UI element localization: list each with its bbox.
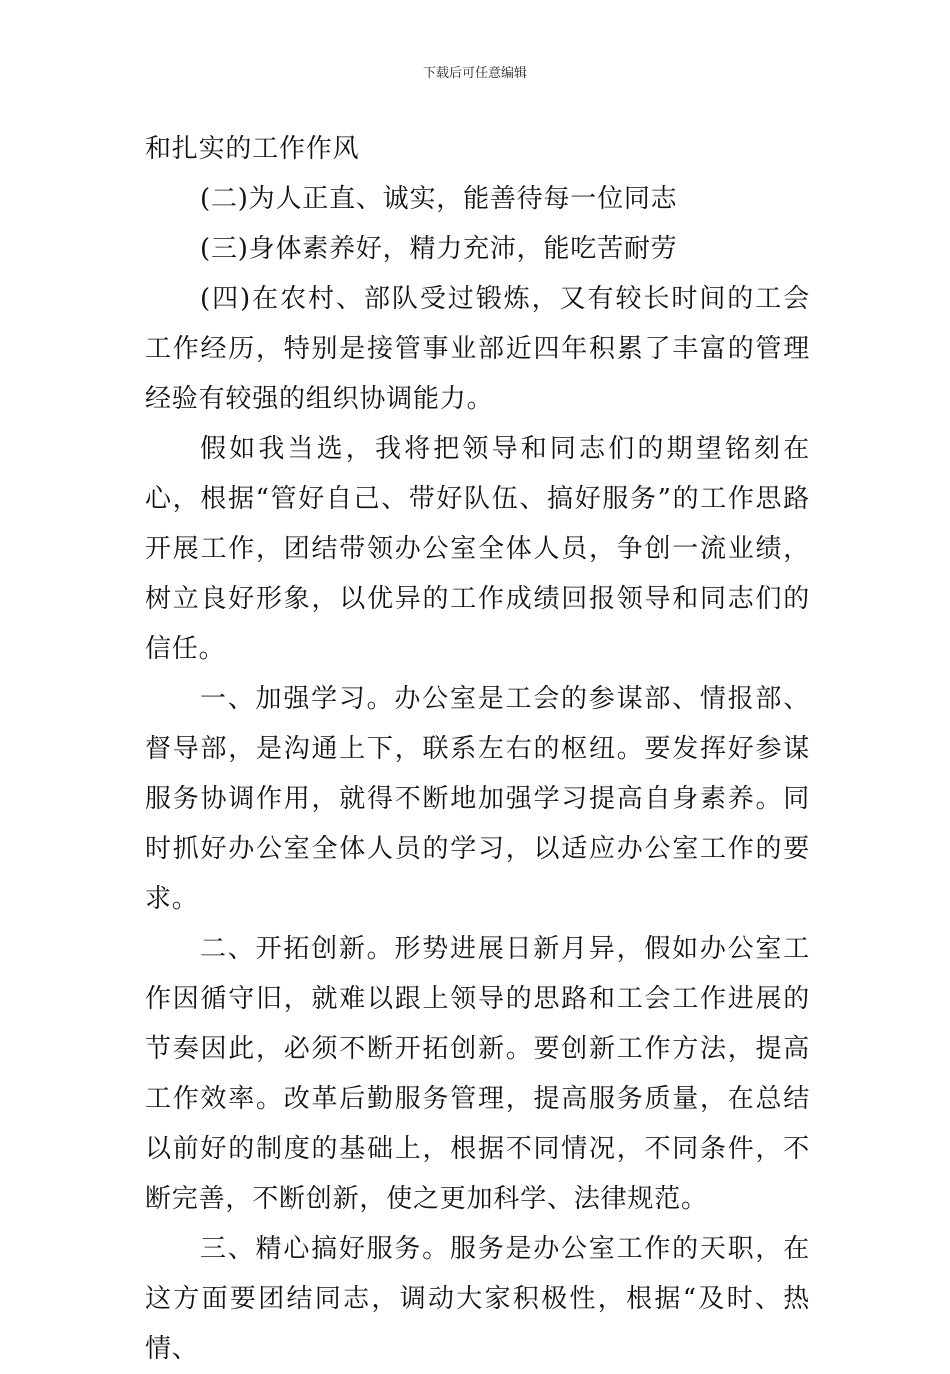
paragraph-3: (三)身体素养好，精力充沛，能吃苦耐劳 <box>200 234 678 264</box>
paragraph-4: (四)在农村、部队受过锻炼，又有较长时间的工会工作经历，特别是接管事业部近四年积累了丰富的管理经验有较强的组织协调能力。 <box>145 284 810 414</box>
paragraph-7: 二、开拓创新。形势进展日新月异，假如办公室工作因循守旧，就难以跟上领导的思路和工会工作进展的节奏因此，必须不断开拓创新。要创新工作方法，提高工作效率。改革后勤服务管理，提高服务质量，在总结以前好的制度的基础上，根据不同情况，不同条件，不断完善，不断创新，使之更加科学、法律规范。 <box>145 934 810 1214</box>
paragraph-2: (二)为人正直、诚实，能善待每一位同志 <box>200 184 678 214</box>
document-body <box>145 124 810 1374</box>
paragraph-6: 一、加强学习。办公室是工会的参谋部、情报部、督导部，是沟通上下，联系左右的枢纽。要发挥好参谋服务协调作用，就得不断地加强学习提高自身素养。同时抓好办公室全体人员的学习，以适应办公室工作的要求。 <box>145 684 810 914</box>
paragraph-8: 三、精心搞好服务。服务是办公室工作的天职，在这方面要团结同志，调动大家积极性，根据“及时、热情、 <box>145 1234 810 1364</box>
page-header-note: 下载后可任意编辑 <box>422 66 527 81</box>
paragraph-5: 假如我当选，我将把领导和同志们的期望铭刻在心，根据“管好自己、带好队伍、搞好服务”的工作思路开展工作，团结带领办公室全体人员，争创一流业绩，树立良好形象，以优异的工作成绩回报领导和同志们的信任。 <box>145 434 810 664</box>
paragraph-1: 和扎实的工作作风 <box>145 134 360 164</box>
